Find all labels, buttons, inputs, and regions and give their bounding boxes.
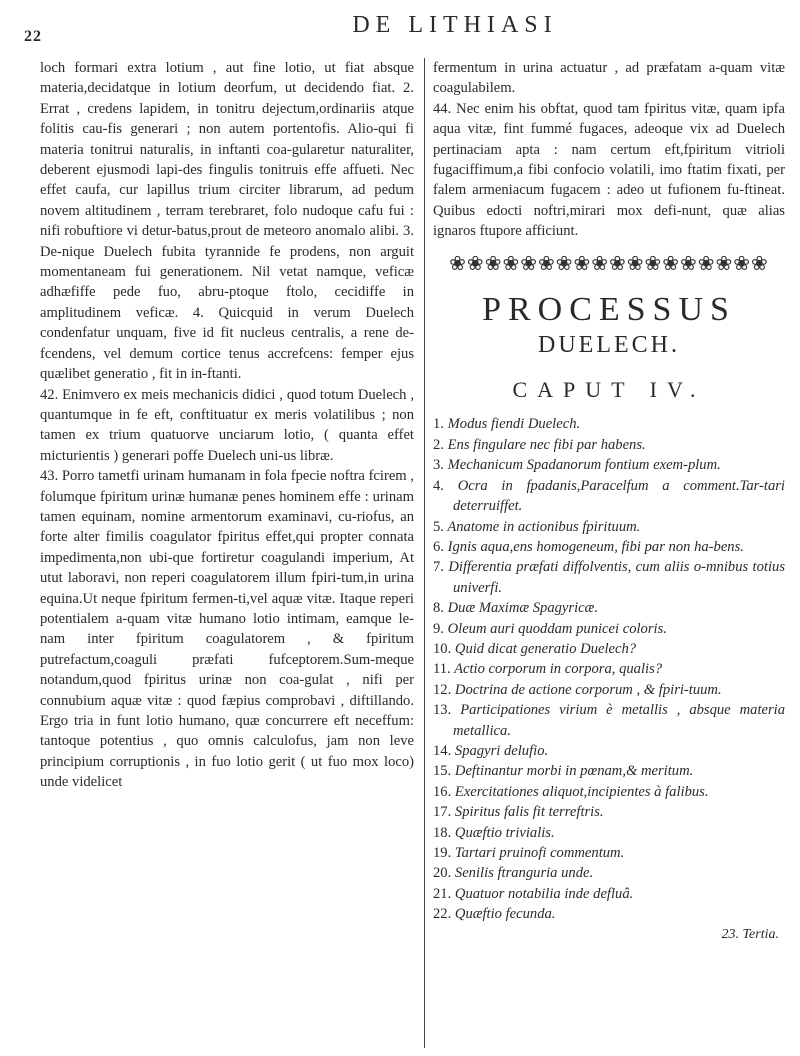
summary-item: 4. Ocra in fpadanis,Paracelfum a comment.Tar-tari deterruiffet. [433, 477, 785, 515]
ornament-band: ❀❀❀❀❀❀❀❀❀❀❀❀❀❀❀❀❀❀ [449, 253, 769, 275]
paragraph-continuation-right: fermentum in urina actuatur , ad præfatam a-quam vitæ coagulabilem. [433, 60, 785, 97]
summary-item: 20. Senilis ftranguria unde. [433, 865, 594, 882]
summary-item: 2. Ens fingulare nec fibi par habens. [433, 436, 646, 453]
summary-item: 7. Differentia præfati diffolventis, cum aliis o-mnibus totius univerfi. [433, 559, 785, 596]
left-column [40, 58, 414, 793]
summary-item: 14. Spagyri delufio. [433, 742, 549, 759]
running-title: DE LITHIASI [352, 12, 558, 38]
summary-item: 15. Deftinantur morbi in pœnam,& meritum. [433, 763, 694, 780]
summary-item: 22. Quæftio fecunda. [433, 906, 556, 923]
summary-item: 5. Anatome in actionibus fpirituum. [433, 518, 641, 535]
summary-item: 3. Mechanicum Spadanorum fontium exem-plum. [433, 457, 721, 474]
chapter-summary-list [433, 414, 785, 924]
section-title: PROCESSUS [482, 291, 736, 329]
summary-item: 6. Ignis aqua,ens homogeneum, fibi par non ha-bens. [433, 538, 744, 555]
summary-item: 18. Quæftio trivialis. [433, 824, 555, 841]
right-column [433, 58, 785, 945]
summary-item: 11. Actio corporum in corpora, qualis? [433, 661, 663, 678]
summary-item: 19. Tartari pruinofi commentum. [433, 845, 625, 861]
summary-item: 12. Doctrina de actione corporum , & fpiri-tuum. [433, 681, 722, 698]
paragraph-continuation: loch formari extra lotium , aut fine lotio, ut fiat absque materia,decidatque in lotium deorfum, ut decidendo fiat. 2. Errat , credens lapidem, in tonitru dejectum,ordinariis atque folitis cau-fis generari ; non autem portentofis. Alio-qui fi materia tonitrui naturalis, in inftanti coa-gularetur naturaliter, deberent ejusmodi lapi-des fingulis tonitruis effe affueti. Nec effet caufa, cur lapillus trium circiter librarum, ad pedum novem altitudinem , terram terebraret, folo nudoque cafu fui : nifi robuftiore vi detur-batus,prout de meteoro anomalo alibi. 3. De-nique Duelech fubita tyrannide fe prodens, non arguit momentaneam fui generationem. Nil vetat namque, veficæ adhæfiffe pede fuo, abru-ptoque ftolo, cecidiffe in amplitudinem veficæ. 4. Quicquid in verum Duelech condenfatur unquam, five id fit nucleus centralis, a rene de-fcendens, vel demum cortice tenus accrefcens: femper ejus quælibet generatio , fit in in-ftanti. [40, 60, 414, 383]
summary-item: 13. Participationes virium è metallis , absque materia metallica. [433, 702, 786, 739]
summary-item: 8. Duæ Maximæ Spagyricæ. [433, 600, 598, 617]
paragraph-44: 44. Nec enim his obftat, quod tam fpiritus vitæ, quam ipfa aqua vitæ, fint fummé fugaces, adeoque vix ad Duelech pertinaciam apta : nam certum eft,fpiritum vitrioli fugaciffimum,a fibi confocio volatili, imo ftatim fixati, per falem armeniacum fugacem : adeo ut fufionem fu-ftineat. Quibus edocti noftri,mirari mox defi-nunt, quæ alias ignaros ftupore afficiunt. [433, 100, 785, 240]
summary-item: 10. Quid dicat generatio Duelech? [433, 640, 637, 657]
paragraph-42: 42. Enimvero ex meis mechanicis didici , quod totum Duelech , quantumque in fe eft, conftituatur ex meris volatilibus ; non tamen ex trium quatuorve unciarum lotio, ( quanta effet micturientis ) generari poffe Duelech uni-us libræ. [40, 386, 414, 464]
paragraph-43: 43. Porro tametfi urinam humanam in fola fpecie noftra fcirem , folumque fpiritum urinæ humanæ penes hominem effe : urinam tamen equinam, nomine armentorum examinavi, cu-riofus, an forte alter fimilis coagulator fpiritus effet,qui propter connata impedimenta,non ubi-que fortiretur coagulandi imperium, At utut laboravi, non reperi coagulatorem illum fpiri-tum,in urina equina.Ut neque fpiritum fermen-ti,vel aquæ vitæ. Itaque reperi potentialem a-quam vitæ humano lotio intimam, eamque le-nam inter fpiritum coagulatorem , & fpiritum putrefactum,coaguli præfati fufceptorem.Sum-meque notandum,quod fpiritus urinæ non coa-gulat , nifi per connubium aquæ vitæ : quod fæpius comprobavi , diftillando. Ergo tria in funt lotio humano, quæ concurrere eft neceffum: tantoque potentius , quo omnis calculofus, jam non leve principium corruptionis , in fuo lotio gerit ( ut fuo mox loco) unde videlicet [40, 468, 414, 791]
page-number: 22 [24, 28, 42, 45]
summary-item: 1. Modus fiendi Duelech. [433, 416, 581, 433]
summary-item: 9. Oleum auri quoddam punicei coloris. [433, 620, 667, 637]
summary-item: 17. Spiritus falis fit terreftris. [433, 804, 604, 821]
summary-item: 16. Exercitationes aliquot,incipientes à falibus. [433, 783, 709, 800]
summary-item: 21. Quatuor notabilia inde defluâ. [433, 885, 634, 902]
column-divider [424, 58, 425, 1048]
catchword: 23. Tertia. [721, 926, 779, 942]
section-subtitle: DUELECH. [538, 332, 680, 359]
chapter-heading: CAPUT IV. [512, 377, 706, 403]
